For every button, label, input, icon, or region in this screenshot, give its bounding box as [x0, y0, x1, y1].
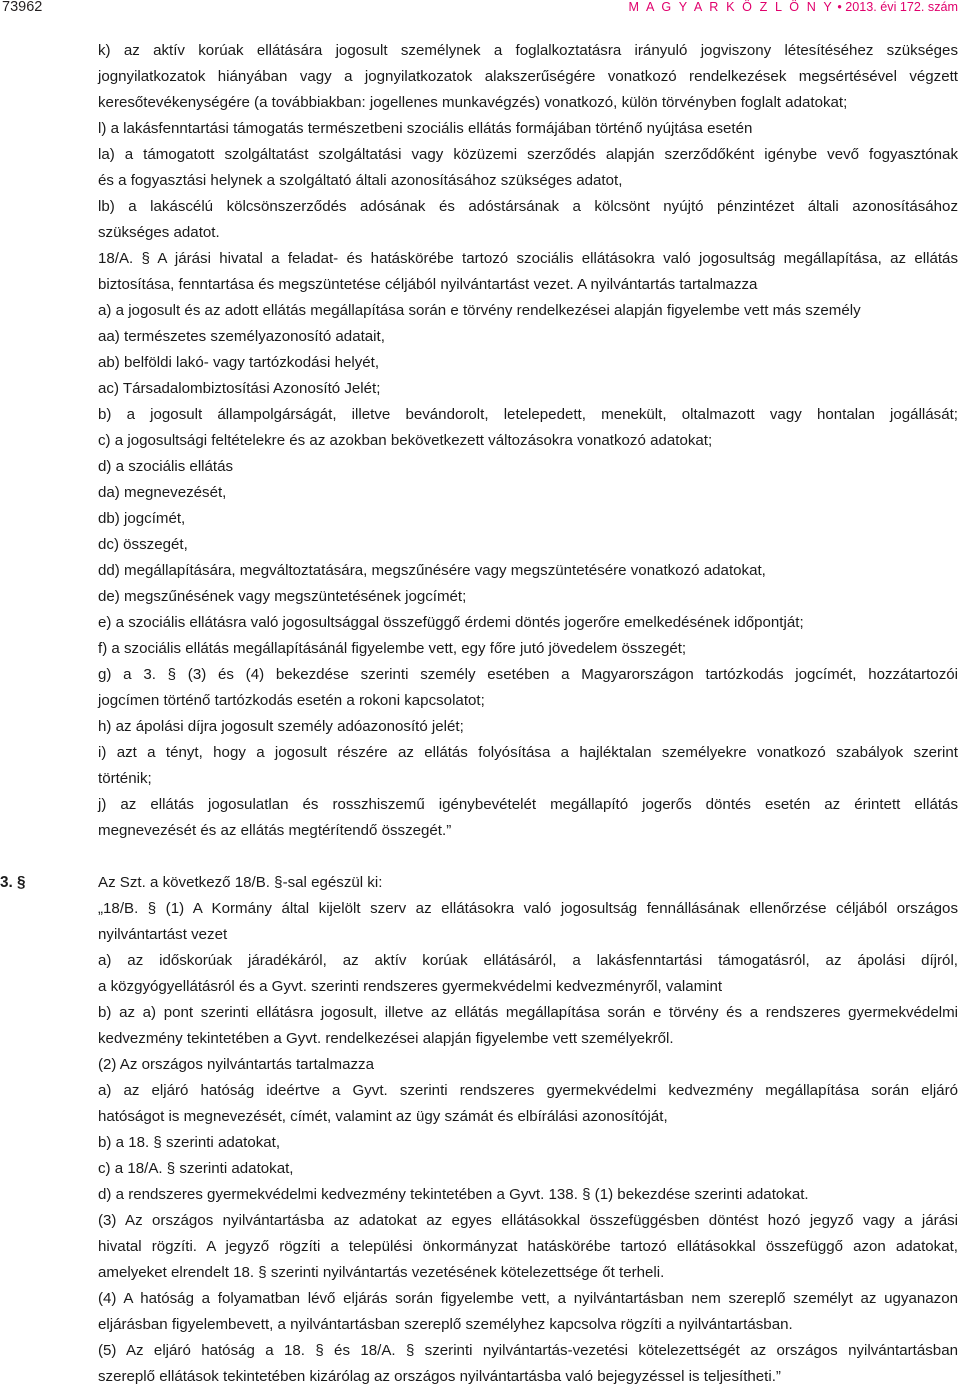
- text-line: hatóságot is megnevezését, címét, valamint az ügy számát és elbírálási azonosítóját,: [98, 1108, 668, 1125]
- text-line: jognyilatkozatok hiányában vagy a jognyilatkozatok alakszerűségére vonatkozó rendelkezések megsértésével végzett: [98, 68, 958, 85]
- text-line: (2) Az országos nyilvántartás tartalmazza: [98, 1056, 374, 1073]
- text-line: a) a jogosult és az adott ellátás megállapítása során e törvény rendelkezései alapján figyelembe vett más személy: [98, 302, 861, 319]
- text-line: biztosítása, fenntartása és megszüntetése céljából nyilvántartást vezet. A nyilvántartás tartalmazza: [98, 276, 758, 293]
- text-line: kedvezmény tekintetében a Gyvt. rendelkezései alapján figyelembe vett személyekről.: [98, 1030, 674, 1047]
- text-line: d) a rendszeres gyermekvédelmi kedvezmény tekintetében a Gyvt. 138. § (1) bekezdése szerinti adatokat.: [98, 1186, 809, 1203]
- journal-separator: •: [837, 0, 842, 14]
- text-line: (4) A hatóság a folyamatban lévő eljárás során figyelembe vett, a nyilvántartásban nem szereplő személyt az ugyanazon: [98, 1290, 958, 1307]
- text-line: da) megnevezését,: [98, 484, 227, 501]
- text-line: „18/B. § (1) A Kormány által kijelölt szerv az ellátásokra való jogosultság fennállásának ellenőrzése céljából országos: [98, 900, 958, 917]
- text-line: b) a jogosult állampolgárságát, illetve bevándorolt, letelepedett, menekült, oltalmazott vagy hontalan jogállását;: [98, 406, 958, 423]
- text-line: ab) belföldi lakó- vagy tartózkodási helyét,: [98, 354, 380, 371]
- text-line: szereplő ellátások tekintetében kizárólag az országos nyilvántartásba való bejegyzéssel is teljesítheti.”: [98, 1368, 781, 1385]
- text-line: lb) a lakáscélú kölcsönszerződés adósának és adóstársának a kölcsönt nyújtó pénzintézet általi azonosításához: [98, 198, 958, 215]
- text-line: i) azt a tényt, hogy a jogosult részére az ellátás folyósítása a hajléktalan személyekre vonatkozó szabályok szerint: [98, 744, 958, 761]
- text-line: b) a 18. § szerinti adatokat,: [98, 1134, 281, 1151]
- text-line: a) az eljáró hatóság ideértve a Gyvt. szerinti rendszeres gyermekvédelmi kedvezmény megállapítása során eljáró: [98, 1082, 958, 1099]
- page-number: 73962: [2, 0, 43, 15]
- text-line: d) a szociális ellátás: [98, 458, 234, 475]
- text-line: a közgyógyellátásról és a Gyvt. szerinti rendszeres gyermekvédelmi kedvezményről, valamint: [98, 978, 723, 995]
- text-line: j) az ellátás jogosulatlan és rosszhiszemű igénybevételét megállapító jogerős döntés esetén az érintett ellátás: [98, 796, 958, 813]
- text-line: b) az a) pont szerinti ellátásra jogosult, illetve az ellátás megállapítása során e törvény és a rendszeres gyermekvédelmi: [98, 1004, 958, 1021]
- text-line: e) a szociális ellátásra való jogosultsággal összefüggő érdemi döntés jogerőre emelkedésének időpontját;: [98, 614, 804, 631]
- text-line: g) a 3. § (3) és (4) bekezdése szerinti személy esetében a Magyarországon tartózkodás jogcímét, hozzátartozói: [98, 666, 958, 683]
- text-line: amelyeket elrendelt 18. § szerinti nyilvántartás vezetésének kötelezettsége őt terheli.: [98, 1264, 665, 1281]
- text-line: ac) Társadalombiztosítási Azonosító Jelét;: [98, 380, 381, 397]
- text-line: (5) Az eljáró hatóság a 18. § és 18/A. § szerinti nyilvántartás-vezetési kötelezettségét az országos nyilvántartásban: [98, 1342, 958, 1359]
- section-intro: Az Szt. a következő 18/B. §-sal egészül ki:: [98, 874, 383, 891]
- text-line: jogcímen történő tartózkodás esetén a rokoni kapcsolatot;: [98, 692, 485, 709]
- section-number: 3. §: [0, 874, 26, 891]
- text-line: történik;: [98, 770, 152, 787]
- text-line: c) a jogosultsági feltételekre és az azokban bekövetkezett változásokra vonatkozó adatokat;: [98, 432, 713, 449]
- text-line: 18/A. § A járási hivatal a feladat- és hatáskörébe tartozó szociális ellátásokra való jogosultság megállapítása, az ellátás: [98, 250, 958, 267]
- text-line: dd) megállapítására, megváltoztatására, megszűnésére vagy megszüntetésére vonatkozó adatokat,: [98, 562, 766, 579]
- text-line: l) a lakásfenntartási támogatás természetbeni szociális ellátás formájában történő nyújtása esetén: [98, 120, 753, 137]
- text-line: c) a 18/A. § szerinti adatokat,: [98, 1160, 294, 1177]
- text-line: aa) természetes személyazonosító adatait,: [98, 328, 385, 345]
- text-line: és a fogyasztási helynek a szolgáltató általi azonosításához szükséges adatot,: [98, 172, 623, 189]
- text-line: db) jogcímét,: [98, 510, 186, 527]
- text-line: hivatal rögzíti. A jegyző rögzíti a települési önkormányzat hatáskörébe tartozó ellátásokkal összefüggő azon adatokat,: [98, 1238, 958, 1255]
- text-line: eljárásban figyelembevett, a nyilvántartásban szereplő személyhez kapcsolva rögzíti a nyilvántartásban.: [98, 1316, 793, 1333]
- journal-issue: 2013. évi 172. szám: [845, 0, 958, 14]
- text-line: megnevezését és az ellátás megtérítendő összegét.”: [98, 822, 452, 839]
- text-line: szükséges adatot.: [98, 224, 220, 241]
- journal-title: [629, 0, 958, 14]
- text-line: (3) Az országos nyilvántartásba az adatokat az egyes ellátásokkal összefüggésben döntést hozó jegyző vagy a járási: [98, 1212, 958, 1229]
- text-line: a) az időskorúak járadékáról, az aktív korúak ellátásáról, a lakásfenntartási támogatásról, az ápolási díjról,: [98, 952, 958, 969]
- text-line: h) az ápolási díjra jogosult személy adóazonosító jelét;: [98, 718, 464, 735]
- text-line: keresőtevékenységére (a továbbiakban: jogellenes munkavégzés) vonatkozó, külön törvényben foglalt adatokat;: [98, 94, 848, 111]
- text-line: la) a támogatott szolgáltatást szolgáltatási vagy közüzemi szerződés alapján szerződőként igénybe vevő fogyasztónak: [98, 146, 958, 163]
- text-line: f) a szociális ellátás megállapításánál figyelembe vett, egy főre jutó jövedelem összegét;: [98, 640, 687, 657]
- text-line: dc) összegét,: [98, 536, 188, 553]
- journal-name: M A G Y A R K Ö Z L Ö N Y: [628, 0, 834, 14]
- text-line: nyilvántartást vezet: [98, 926, 228, 943]
- page-header: [0, 0, 960, 22]
- text-line: k) az aktív korúak ellátására jogosult személynek a foglalkoztatásra irányuló jogviszony létesítéséhez szükséges: [98, 42, 958, 59]
- text-line: de) megszűnésének vagy megszüntetésének jogcímét;: [98, 588, 467, 605]
